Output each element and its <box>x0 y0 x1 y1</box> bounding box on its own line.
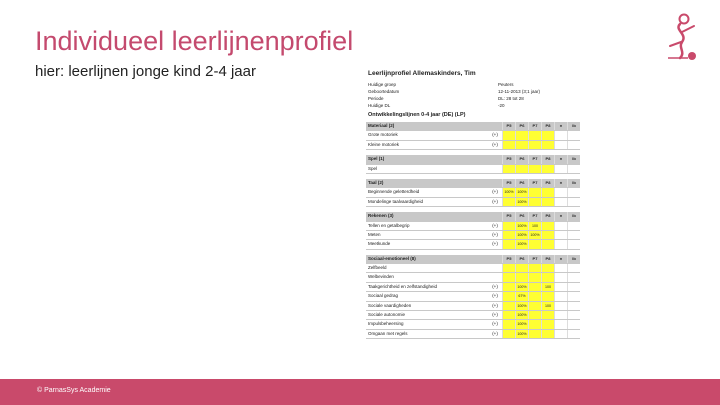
section-mark-spacer <box>488 122 502 130</box>
column-header: P8 <box>541 122 554 130</box>
row-cell <box>554 320 567 328</box>
column-header: P7 <box>528 212 541 220</box>
row-cell <box>567 222 580 230</box>
meta-row <box>368 95 580 102</box>
row-cell <box>502 311 515 319</box>
column-header: Ib <box>567 155 580 163</box>
row-label: Taakgerichtheid en zelfstandigheid <box>368 283 438 289</box>
row-cell <box>515 264 528 272</box>
row-cell <box>541 330 554 338</box>
document-title: Leerlijnprofiel Allemaskinders, Tim <box>368 70 476 77</box>
row-mark <box>488 165 502 173</box>
column-header: Ib <box>567 122 580 130</box>
row-cell <box>541 240 554 248</box>
row-cell <box>567 141 580 149</box>
table-row <box>366 165 580 174</box>
table-row <box>366 131 580 140</box>
row-label: Welbevinden <box>368 274 394 280</box>
meta-row <box>368 81 580 88</box>
column-header: ± <box>554 122 567 130</box>
row-cell: 100 <box>541 283 554 291</box>
row-mark: (+) <box>492 198 498 204</box>
row-cell: 100 <box>541 302 554 310</box>
row-cell: 100 <box>528 222 541 230</box>
row-cell: 100% <box>515 198 528 206</box>
row-cell <box>502 222 515 230</box>
column-header: P6 <box>515 255 528 263</box>
row-cell <box>567 131 580 139</box>
row-cell: 100% <box>502 188 515 196</box>
row-mark: (+) <box>492 132 498 138</box>
row-cell <box>567 320 580 328</box>
profile-section <box>366 212 580 250</box>
row-mark: (+) <box>492 293 498 299</box>
row-mark: (+) <box>492 321 498 327</box>
row-label: Meetkunde <box>368 241 391 247</box>
row-cell <box>554 292 567 300</box>
row-mark: (+) <box>492 189 498 195</box>
column-header: Ib <box>567 212 580 220</box>
row-cell <box>554 330 567 338</box>
row-cell <box>515 273 528 281</box>
row-cell <box>554 283 567 291</box>
row-cell <box>502 273 515 281</box>
meta-value: 12-11-2013 (3;1 jaar) <box>498 89 540 94</box>
row-cell <box>541 222 554 230</box>
column-header: ± <box>554 179 567 187</box>
row-cell <box>541 264 554 272</box>
row-cell <box>541 273 554 281</box>
row-cell <box>528 283 541 291</box>
row-mark: (+) <box>492 222 498 228</box>
row-cell <box>567 240 580 248</box>
row-cell <box>567 273 580 281</box>
section-mark-spacer <box>488 155 502 163</box>
column-header: ± <box>554 255 567 263</box>
row-cell <box>541 141 554 149</box>
profile-section <box>366 122 580 150</box>
row-cell <box>567 231 580 239</box>
column-header: P8 <box>541 155 554 163</box>
table-row <box>366 302 580 311</box>
meta-key: Huidige DL <box>368 103 391 108</box>
row-mark: (+) <box>492 302 498 308</box>
row-cell <box>554 240 567 248</box>
row-cell <box>541 165 554 173</box>
document-subheading: Ontwikkelingslijnen 0-4 jaar (DE) (LP) <box>368 112 466 118</box>
column-header: P7 <box>528 155 541 163</box>
leerlijnprofiel-document <box>366 70 580 372</box>
table-row <box>366 264 580 273</box>
row-cell: 100% <box>515 302 528 310</box>
row-label: Tellen en getalbegrip <box>368 222 410 228</box>
section-header <box>366 212 580 221</box>
row-cell <box>528 188 541 196</box>
row-cell <box>554 311 567 319</box>
row-cell <box>541 320 554 328</box>
row-cell <box>502 165 515 173</box>
table-row <box>366 320 580 329</box>
row-cell <box>567 188 580 196</box>
row-label: Sociale autonomie <box>368 312 406 318</box>
meta-key: Huidige groep <box>368 82 397 87</box>
row-cell <box>554 165 567 173</box>
row-cell <box>554 302 567 310</box>
row-cell <box>515 141 528 149</box>
profile-section <box>366 155 580 174</box>
column-header: P7 <box>528 122 541 130</box>
table-row <box>366 283 580 292</box>
row-cell <box>554 141 567 149</box>
row-cell <box>554 188 567 196</box>
footer-bar <box>0 379 720 405</box>
row-cell <box>515 165 528 173</box>
meta-row <box>368 88 580 95</box>
row-cell <box>528 165 541 173</box>
table-row <box>366 273 580 282</box>
table-row <box>366 198 580 207</box>
row-label: Sociale vaardigheden <box>368 302 412 308</box>
academy-logo-icon <box>660 12 704 62</box>
row-cell <box>541 198 554 206</box>
column-header: P8 <box>541 179 554 187</box>
column-header: P7 <box>528 255 541 263</box>
row-cell <box>528 273 541 281</box>
row-label: Mondelinge taalvaardigheid <box>368 198 424 204</box>
row-cell <box>528 240 541 248</box>
row-mark: (+) <box>492 231 498 237</box>
row-cell <box>567 311 580 319</box>
row-label: Kleine motoriek <box>368 141 400 147</box>
section-header <box>366 255 580 264</box>
row-mark: (+) <box>492 312 498 318</box>
row-cell <box>554 273 567 281</box>
section-name: Materiaal (2) <box>368 123 395 128</box>
meta-key: Periode <box>368 96 384 101</box>
row-cell <box>541 311 554 319</box>
column-header: ± <box>554 212 567 220</box>
row-cell <box>502 264 515 272</box>
row-cell <box>554 131 567 139</box>
row-cell <box>554 222 567 230</box>
row-cell <box>541 188 554 196</box>
row-cell <box>502 302 515 310</box>
column-header: P8 <box>541 255 554 263</box>
meta-row <box>368 102 580 109</box>
section-header <box>366 155 580 164</box>
row-cell <box>528 320 541 328</box>
row-label: Zelfbeeld <box>368 265 387 271</box>
section-mark-spacer <box>488 179 502 187</box>
row-cell <box>502 198 515 206</box>
row-cell <box>541 292 554 300</box>
section-header <box>366 179 580 188</box>
row-cell <box>528 311 541 319</box>
column-header: P6 <box>515 122 528 130</box>
row-cell: 100% <box>515 222 528 230</box>
row-cell <box>502 283 515 291</box>
column-header: P5 <box>502 212 515 220</box>
profile-section <box>366 179 580 207</box>
row-cell <box>528 131 541 139</box>
row-mark: (+) <box>492 141 498 147</box>
slide-subtitle: hier: leerlijnen jonge kind 2-4 jaar <box>35 63 256 80</box>
table-row <box>366 292 580 301</box>
column-header: P5 <box>502 179 515 187</box>
row-cell <box>528 264 541 272</box>
row-cell <box>502 330 515 338</box>
column-header: P7 <box>528 179 541 187</box>
document-meta <box>368 81 580 109</box>
table-row <box>366 311 580 320</box>
table-row <box>366 188 580 197</box>
row-cell <box>567 302 580 310</box>
row-cell: 100% <box>515 320 528 328</box>
row-label: Sociaal gedrag <box>368 293 399 299</box>
section-header <box>366 122 580 131</box>
meta-value: -20 <box>498 103 505 108</box>
row-cell: 100% <box>515 283 528 291</box>
row-cell <box>567 283 580 291</box>
row-cell <box>502 292 515 300</box>
profile-section <box>366 255 580 340</box>
row-cell <box>515 131 528 139</box>
row-cell: 100% <box>515 330 528 338</box>
table-row <box>366 141 580 150</box>
row-cell: 100% <box>515 188 528 196</box>
row-cell <box>567 198 580 206</box>
row-cell <box>502 231 515 239</box>
row-cell: 100% <box>515 231 528 239</box>
row-cell <box>528 198 541 206</box>
table-row <box>366 240 580 249</box>
profile-sections <box>366 122 580 339</box>
meta-value: Peuters <box>498 82 514 87</box>
row-cell <box>554 264 567 272</box>
table-row <box>366 330 580 339</box>
row-cell: 100% <box>528 231 541 239</box>
row-cell <box>528 302 541 310</box>
column-header: P5 <box>502 255 515 263</box>
row-label: Grote motoriek <box>368 132 398 138</box>
row-label: Omgaan met regels <box>368 330 408 336</box>
section-mark-spacer <box>488 212 502 220</box>
row-cell <box>502 141 515 149</box>
row-cell <box>554 198 567 206</box>
slide-title: Individueel leerlijnenprofiel <box>35 26 354 56</box>
column-header: P8 <box>541 212 554 220</box>
row-cell <box>541 231 554 239</box>
meta-key: Geboortedatum <box>368 89 400 94</box>
section-name: Rekenen (3) <box>368 213 394 219</box>
row-mark <box>488 273 502 281</box>
row-mark: (+) <box>492 283 498 289</box>
row-cell <box>567 330 580 338</box>
row-cell <box>528 141 541 149</box>
row-cell <box>541 131 554 139</box>
row-label: Spel <box>368 165 378 171</box>
row-cell <box>528 292 541 300</box>
row-cell <box>502 131 515 139</box>
row-cell <box>567 165 580 173</box>
column-header: P5 <box>502 122 515 130</box>
footer-copyright: © ParnasSys Academie <box>37 387 111 394</box>
column-header: Ib <box>567 179 580 187</box>
row-mark <box>488 264 502 272</box>
row-mark: (+) <box>492 330 498 336</box>
row-cell <box>567 264 580 272</box>
row-cell <box>502 240 515 248</box>
section-name: Spel (1) <box>368 156 385 162</box>
row-cell <box>528 330 541 338</box>
row-label: Meten <box>368 231 381 237</box>
row-label: Impulsbeheersing <box>368 321 404 327</box>
row-label: Beginnende geletterdheid <box>368 189 420 195</box>
column-header: P6 <box>515 212 528 220</box>
row-cell <box>502 320 515 328</box>
table-row <box>366 222 580 231</box>
row-cell: 100% <box>515 240 528 248</box>
row-cell: 67% <box>515 292 528 300</box>
section-name: Taal (2) <box>368 179 384 185</box>
column-header: ± <box>554 155 567 163</box>
row-cell: 100% <box>515 311 528 319</box>
section-mark-spacer <box>488 255 502 263</box>
row-cell <box>554 231 567 239</box>
column-header: Ib <box>567 255 580 263</box>
column-header: P6 <box>515 155 528 163</box>
table-row <box>366 231 580 240</box>
row-mark: (+) <box>492 241 498 247</box>
column-header: P5 <box>502 155 515 163</box>
section-name: Sociaal-emotioneel (8) <box>368 255 416 261</box>
row-cell <box>567 292 580 300</box>
meta-value: DL: 28 tot 28 <box>498 96 524 101</box>
column-header: P6 <box>515 179 528 187</box>
